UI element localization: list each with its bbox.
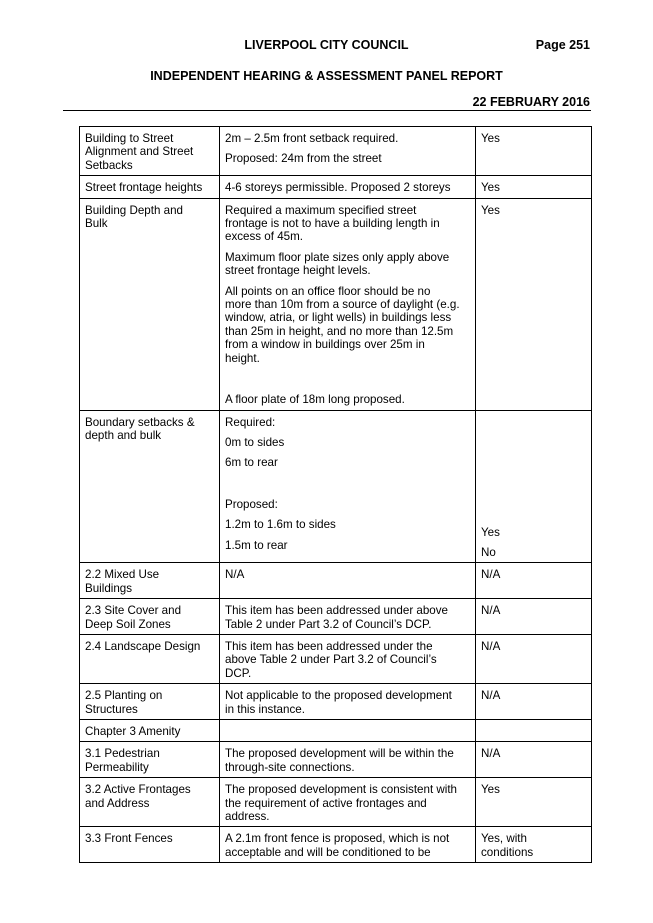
compliance-value: Yes (481, 783, 500, 797)
assessment-cell (220, 127, 476, 176)
compliance-cell (476, 563, 592, 599)
table-row (80, 742, 592, 778)
assessment-cell (220, 563, 476, 599)
assessment-text: All points on an office floor should be no more than 10m from a source of daylight (e.g. window, atria, or light wells) in buildings less than 25m in height, and no more than 12.5m from a window in buildings over 25m in height. (225, 284, 460, 365)
table-row (80, 410, 592, 563)
control-cell (80, 634, 220, 683)
assessment-text: The proposed development will be within the through-site connections. (225, 747, 454, 774)
control-cell (80, 410, 220, 563)
page-number: Page 251 (535, 38, 590, 52)
assessment-cell (220, 176, 476, 198)
table-row (80, 634, 592, 683)
assessment-cell (220, 634, 476, 683)
compliance-cell (476, 684, 592, 720)
control-cell (80, 684, 220, 720)
section-heading: Chapter 3 Amenity (85, 724, 181, 738)
compliance-cell (476, 176, 592, 198)
table-row (80, 599, 592, 635)
table-row (80, 719, 592, 741)
compliance-cell (476, 742, 592, 778)
control-cell (80, 563, 220, 599)
assessment-cell (220, 198, 476, 410)
compliance-value: Yes (481, 181, 500, 195)
table-row (80, 127, 592, 176)
assessment-text: 4-6 storeys permissible. Proposed 2 storeys (225, 181, 451, 195)
control-label: 3.3 Front Fences (85, 832, 173, 846)
control-cell (80, 176, 220, 198)
compliance-value: Yes (481, 203, 500, 217)
compliance-value: Yes (481, 525, 500, 539)
assessment-text: 1.5m to rear (225, 538, 288, 552)
control-label: 3.2 Active Frontages and Address (85, 783, 191, 810)
assessment-text: 0m to sides (225, 435, 285, 449)
control-label: 2.4 Landscape Design (85, 639, 201, 653)
assessment-cell (220, 684, 476, 720)
control-cell (80, 599, 220, 635)
assessment-text: Proposed: (225, 497, 278, 511)
control-label: 2.2 Mixed Use Buildings (85, 568, 160, 595)
table-row (80, 563, 592, 599)
compliance-value: Yes, with conditions (481, 832, 534, 859)
assessment-text: This item has been addressed under above Table 2 under Part 3.2 of Council’s DCP. (225, 604, 448, 631)
assessment-text: This item has been addressed under the above Table 2 under Part 3.2 of Council’s DCP. (225, 639, 437, 680)
compliance-table (79, 126, 592, 863)
table-row (80, 778, 592, 827)
assessment-text: Maximum floor plate sizes only apply above street frontage height levels. (225, 250, 450, 278)
report-date: 22 FEBRUARY 2016 (472, 95, 590, 109)
control-cell (80, 827, 220, 863)
compliance-cell (476, 198, 592, 410)
assessment-text: 6m to rear (225, 456, 278, 470)
assessment-cell (220, 599, 476, 635)
control-label: 2.3 Site Cover and Deep Soil Zones (85, 604, 182, 631)
compliance-cell (476, 634, 592, 683)
compliance-cell (476, 410, 592, 563)
assessment-text: A 2.1m front fence is proposed, which is not acceptable and will be conditioned to be (225, 832, 450, 859)
table-row (80, 176, 592, 198)
control-cell (80, 719, 220, 741)
assessment-text: N/A (225, 568, 245, 582)
spacer (225, 477, 471, 498)
compliance-value: No (481, 545, 496, 559)
compliance-value: N/A (481, 747, 501, 761)
assessment-text: Required: (225, 415, 276, 429)
table-row (80, 827, 592, 863)
compliance-cell (476, 127, 592, 176)
assessment-text: 1.2m to 1.6m to sides (225, 518, 336, 532)
control-label: 2.5 Planting on Structures (85, 689, 163, 716)
table-row (80, 684, 592, 720)
report-title: INDEPENDENT HEARING & ASSESSMENT PANEL REPORT (150, 69, 503, 83)
control-cell (80, 778, 220, 827)
control-cell (80, 198, 220, 410)
spacer (225, 372, 471, 393)
compliance-value: N/A (481, 689, 501, 703)
assessment-cell (220, 410, 476, 563)
assessment-text: A floor plate of 18m long proposed. (225, 393, 405, 407)
assessment-cell (220, 719, 476, 741)
control-label: 3.1 Pedestrian Permeability (85, 747, 160, 774)
council-name: LIVERPOOL CITY COUNCIL (244, 38, 409, 52)
compliance-cell (476, 778, 592, 827)
assessment-cell (220, 778, 476, 827)
assessment-text: The proposed development is consistent with the requirement of active frontages and address. (225, 783, 458, 823)
control-label: Street frontage heights (85, 181, 203, 195)
control-label: Building to Street Alignment and Street Setbacks (85, 132, 194, 172)
compliance-value: N/A (481, 639, 501, 653)
assessment-cell (220, 742, 476, 778)
assessment-cell (220, 827, 476, 863)
compliance-value: N/A (481, 604, 501, 618)
control-cell (80, 742, 220, 778)
assessment-text: 2m – 2.5m front setback required. (225, 132, 399, 145)
control-label: Building Depth and Bulk (85, 203, 183, 231)
compliance-cell (476, 719, 592, 741)
compliance-value: N/A (481, 568, 501, 582)
header-rule (63, 110, 591, 111)
control-cell (80, 127, 220, 176)
compliance-value: Yes (481, 132, 500, 145)
compliance-cell (476, 827, 592, 863)
compliance-cell (476, 599, 592, 635)
assessment-text: Not applicable to the proposed development in this instance. (225, 689, 452, 716)
table-row (80, 198, 592, 410)
control-label: Boundary setbacks & depth and bulk (85, 415, 195, 442)
assessment-text: Required a maximum specified street frontage is not to have a building length in excess of 45m. (225, 203, 440, 244)
assessment-text: Proposed: 24m from the street (225, 152, 382, 166)
